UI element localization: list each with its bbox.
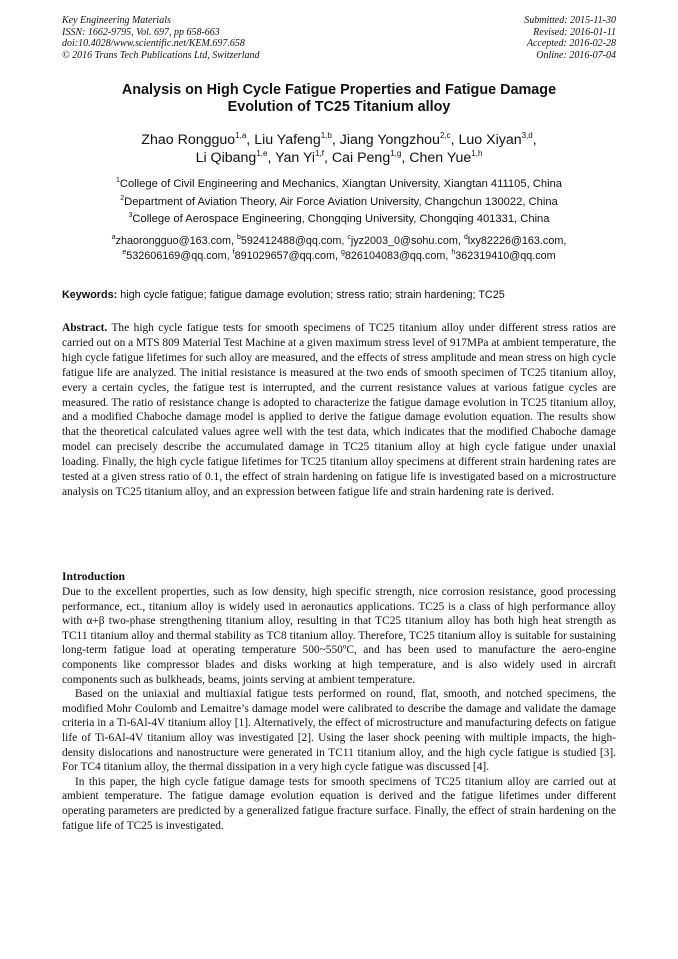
- journal-info: [62, 15, 260, 61]
- journal-copyright: © 2016 Trans Tech Publications Ltd, Switzerland: [62, 49, 260, 61]
- journal-issn: ISSN: 1662-9795, Vol. 697, pp 658-663: [62, 26, 220, 38]
- author-sep: ,: [267, 150, 276, 166]
- email-address: 891029657@qq.com,: [234, 249, 342, 262]
- keywords: [62, 288, 616, 302]
- author-sep: ,: [401, 150, 410, 166]
- author-sep: ,: [323, 150, 332, 166]
- introduction-body: [62, 585, 616, 833]
- author-name: Luo Xiyan: [458, 132, 522, 148]
- date-accepted: Accepted: 2016-02-28: [526, 38, 616, 50]
- abstract-label: Abstract.: [62, 322, 108, 334]
- email-address: 532606169@qq.com,: [126, 249, 233, 262]
- author-line-1: [62, 131, 616, 149]
- email-address: 362319410@qq.com: [455, 249, 556, 262]
- email-line-2: [62, 249, 616, 264]
- journal-name: Key Engineering Materials: [62, 15, 171, 26]
- paragraph: Due to the excellent properties, such as low density, high specific strength, nice corrosion resistance, good processing performance, ect., titanium alloy is widely used in aeronautics applications. TC25 is a class of high performance alloy with α+β two-phase strengthening titanium alloy, resulting in that TC25 titanium alloy has both high heat strength as TC11 titanium alloy and thermal stability as TC8 titanium alloy. Therefore, TC25 titanium alloy is suitable for sustaining long-term fatigue load at operating temperature 500~550ºC, and has been used to manufacture the aero-engine components like compressor blades and disks working at high temperature, and is also widely used in aircraft components such as bulkheads, beams, joints serving at ambient temperature.: [62, 586, 616, 686]
- email-line-1: [62, 234, 616, 249]
- author-sep: ,: [450, 132, 459, 148]
- abstract-text: The high cycle fatigue tests for smooth specimens of TC25 titanium alloy under different stress ratios are carried out on a MTS 809 Material Test Machine at a given maximum stress level of 917MPa at ambient temperature, the high cycle fatigue lifetimes for such alloy are measured, and the effects of stress amplitude and mean stress on high cycle fatigue life are analyzed. The initial resistance is measured at the two ends of smooth specimen of TC25 titanium alloy, every a certain cycles, the fatigue test is interrupted, and the current resistance values at various fatigue cycles are measured. The ratio of resistance change is adopted to characterize the fatigue damage evolution in TC25 titanium alloy, and a modified Chaboche damage model is applied to derive the fatigue damage evolution equation. The results show that the theoretical calculated values agree well with the test data, which indicates that the modified Chaboche damage model can precisely describe the accumulated damage in TC25 titanium alloy at high cycle fatigue under unaxial loading. Finally, the high cycle fatigue lifetimes for TC25 titanium alloy specimens at different strain hardening rates are tested at a given stress ratio of 0.1, the effect of strain hardening on fatigue life is investigated based on a microstructure analysis on TC25 titanium alloy, and an expression between fatigue life and strain hardening rate is derived.: [62, 322, 616, 498]
- affiliation: [62, 211, 616, 229]
- author-name: Liu Yafeng: [254, 132, 321, 148]
- title-line-2: Evolution of TC25 Titanium alloy: [227, 99, 451, 115]
- email-sup: f: [232, 248, 235, 256]
- affiliation-sup: 1: [115, 177, 120, 184]
- author-name: Chen Yue: [409, 150, 472, 166]
- affiliation-sup: 2: [120, 194, 125, 202]
- affiliation: [62, 176, 616, 194]
- keywords-label: Keywords:: [62, 289, 118, 301]
- author-sup: 3,d: [521, 131, 533, 140]
- email-sup: e: [122, 248, 127, 256]
- publication-dates: [524, 15, 616, 61]
- paragraph: In this paper, the high cycle fatigue damage tests for smooth specimens of TC25 titanium alloy are carried out at ambient temperature. The fatigue damage evolution equation is derived and the fatigue lifetimes under different operating parameters are predicted by a generalized fatigue fracture surface. Finally, the effect of strain hardening on the fatigue life of TC25 is investigated.: [62, 775, 616, 832]
- author-name: Zhao Rongguo: [141, 132, 236, 148]
- paper-title: [62, 82, 616, 116]
- author-name: Cai Peng: [331, 150, 391, 166]
- email-sup: g: [341, 248, 345, 256]
- affiliation: [62, 194, 616, 212]
- author-sup: 1,h: [471, 149, 483, 158]
- author-sup: 2,c: [439, 131, 451, 140]
- email-sup: c: [347, 234, 351, 241]
- affiliation-text: College of Aerospace Engineering, Chongqing University, Chongqing 401331, China: [132, 213, 550, 226]
- date-online: Online: 2016-07-04: [536, 49, 616, 61]
- author-sup: 1,g: [390, 149, 402, 158]
- affiliation-list: [62, 176, 616, 229]
- author-name: Yan Yi: [275, 150, 316, 166]
- date-submitted: Submitted: 2015-11-30: [524, 15, 616, 26]
- author-sup: 1,a: [235, 131, 247, 140]
- author-sup: 1,b: [320, 131, 332, 140]
- author-sep: ,: [331, 132, 340, 148]
- affiliation-text: Department of Aviation Theory, Air Force Aviation University, Changchun 130022, China: [124, 195, 558, 208]
- email-sup: a: [111, 234, 116, 241]
- paragraph: Based on the uniaxial and multiaxial fatigue tests performed on round, flat, smooth, and notched specimens, the modified Mohr Coulomb and Lemaitre’s damage model were calibrated to describe the damage and validate the damage criteria in a Ti-6Al-4V titanium alloy [1]. Alternatively, the effect of microstructure and manufacturing defects on fatigue life of Ti-6Al-4V titanium alloy was investigated [2]. Using the laser shock peening with multiple impacts, the high-density dislocations and nanostructure were generated in TC11 titanium alloy, and the high cycle fatigue is studied [3]. For TC4 titanium alloy, the thermal dissipation in a very high cycle fatigue was discussed [4].: [62, 688, 616, 774]
- author-list: [62, 131, 616, 167]
- affiliation-text: College of Civil Engineering and Mechanics, Xiangtan University, Xiangtan 411105, China: [119, 178, 563, 190]
- keywords-text: high cycle fatigue; fatigue damage evolution; stress ratio; strain hardening; TC25: [117, 289, 505, 301]
- author-sup: 1,f: [315, 149, 324, 158]
- author-sup: 1,e: [256, 149, 268, 158]
- abstract: [62, 321, 616, 500]
- email-address: 826104083@qq.com,: [344, 249, 452, 262]
- email-address: lxy82226@163.com,: [467, 235, 567, 247]
- author-sep: ,: [246, 132, 255, 148]
- email-sup: b: [237, 234, 241, 241]
- author-name: Li Qibang: [195, 150, 257, 166]
- author-name: Jiang Yongzhou: [339, 132, 440, 148]
- affiliation-sup: 3: [128, 212, 133, 220]
- author-sep: ,: [532, 132, 537, 148]
- journal-doi: doi:10.4028/www.scientific.net/KEM.697.658: [62, 38, 245, 50]
- date-revised: Revised: 2016-01-11: [533, 26, 616, 38]
- author-line-2: [62, 149, 616, 167]
- email-sup: h: [451, 248, 456, 256]
- email-address: zhaorongguo@163.com,: [115, 235, 237, 247]
- email-list: [62, 234, 616, 264]
- email-address: 592412488@qq.com,: [240, 235, 348, 247]
- email-sup: d: [463, 234, 468, 241]
- email-address: jyz2003_0@sohu.com,: [350, 235, 464, 247]
- introduction-heading: Introduction: [62, 570, 125, 583]
- title-line-1: Analysis on High Cycle Fatigue Properties and Fatigue Damage: [121, 82, 557, 98]
